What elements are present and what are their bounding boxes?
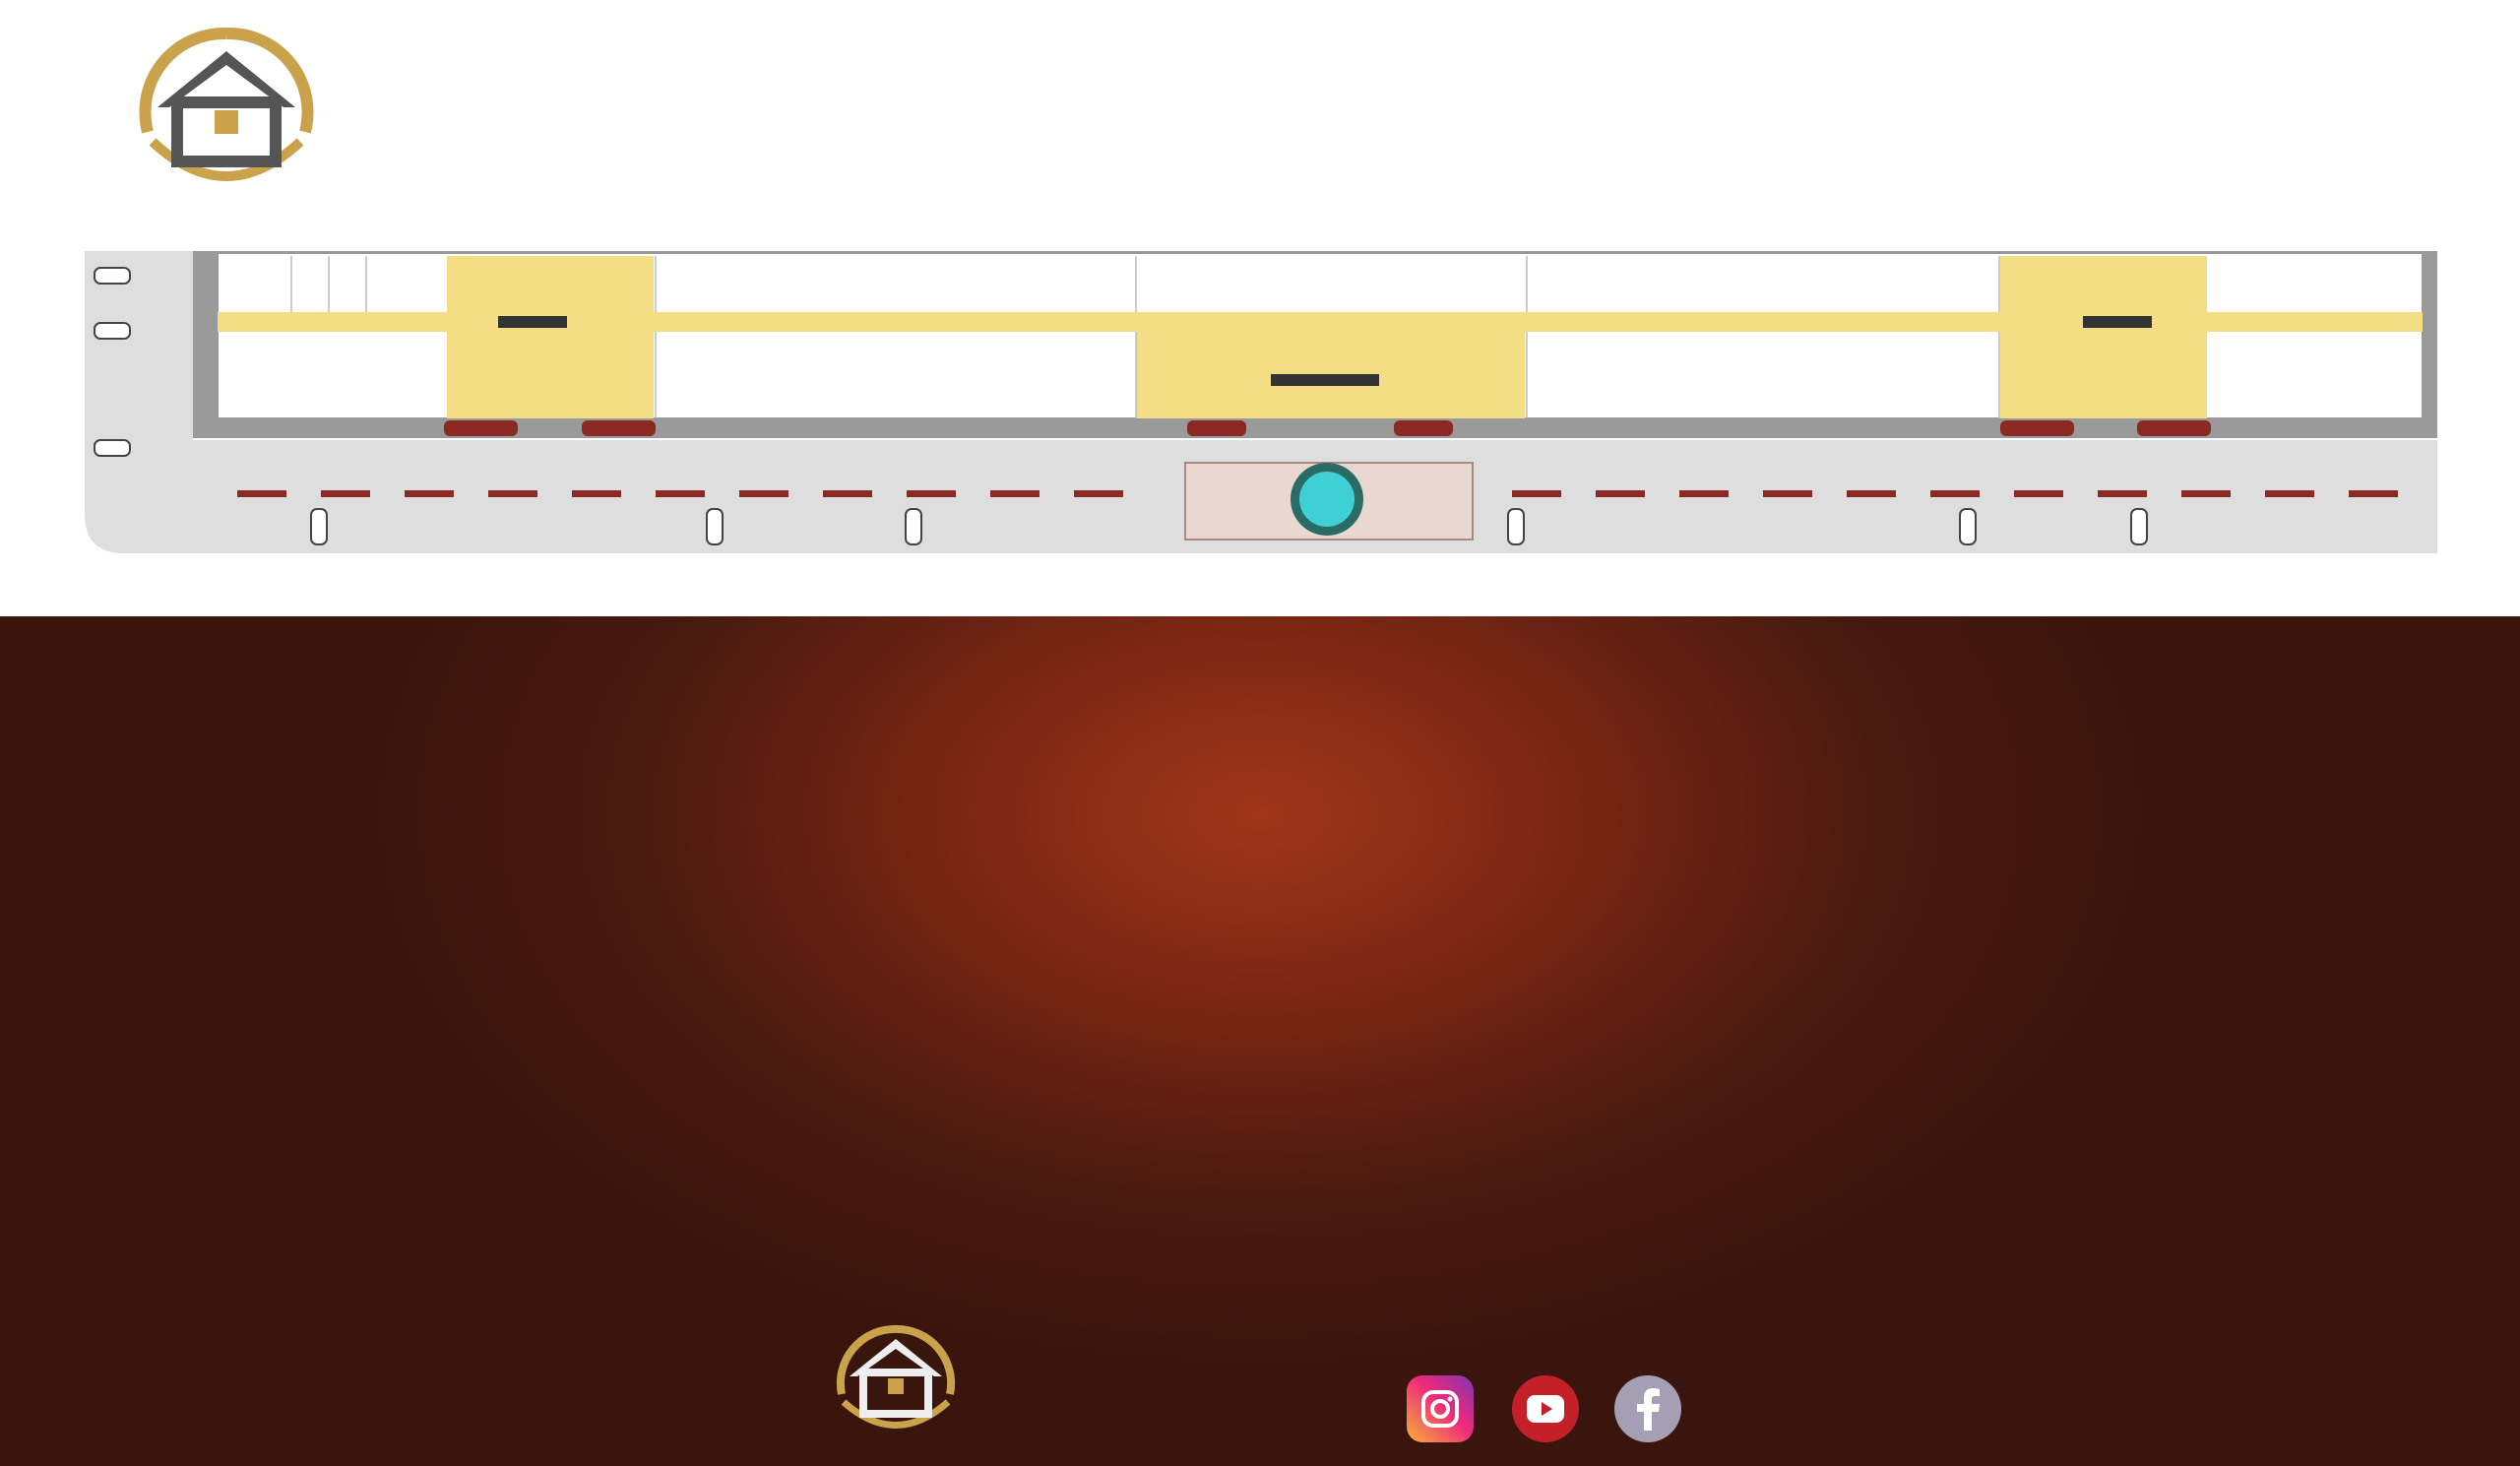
pricing-section xyxy=(0,616,2520,1466)
instagram-icon[interactable] xyxy=(1407,1375,1474,1442)
footer-cdb-logo xyxy=(822,1315,970,1463)
header-section xyxy=(0,0,2520,616)
youtube-icon[interactable] xyxy=(1512,1375,1579,1442)
facebook-icon[interactable] xyxy=(1614,1375,1681,1442)
cdb-logo xyxy=(118,14,335,240)
basement-floor-plan xyxy=(85,251,2437,556)
